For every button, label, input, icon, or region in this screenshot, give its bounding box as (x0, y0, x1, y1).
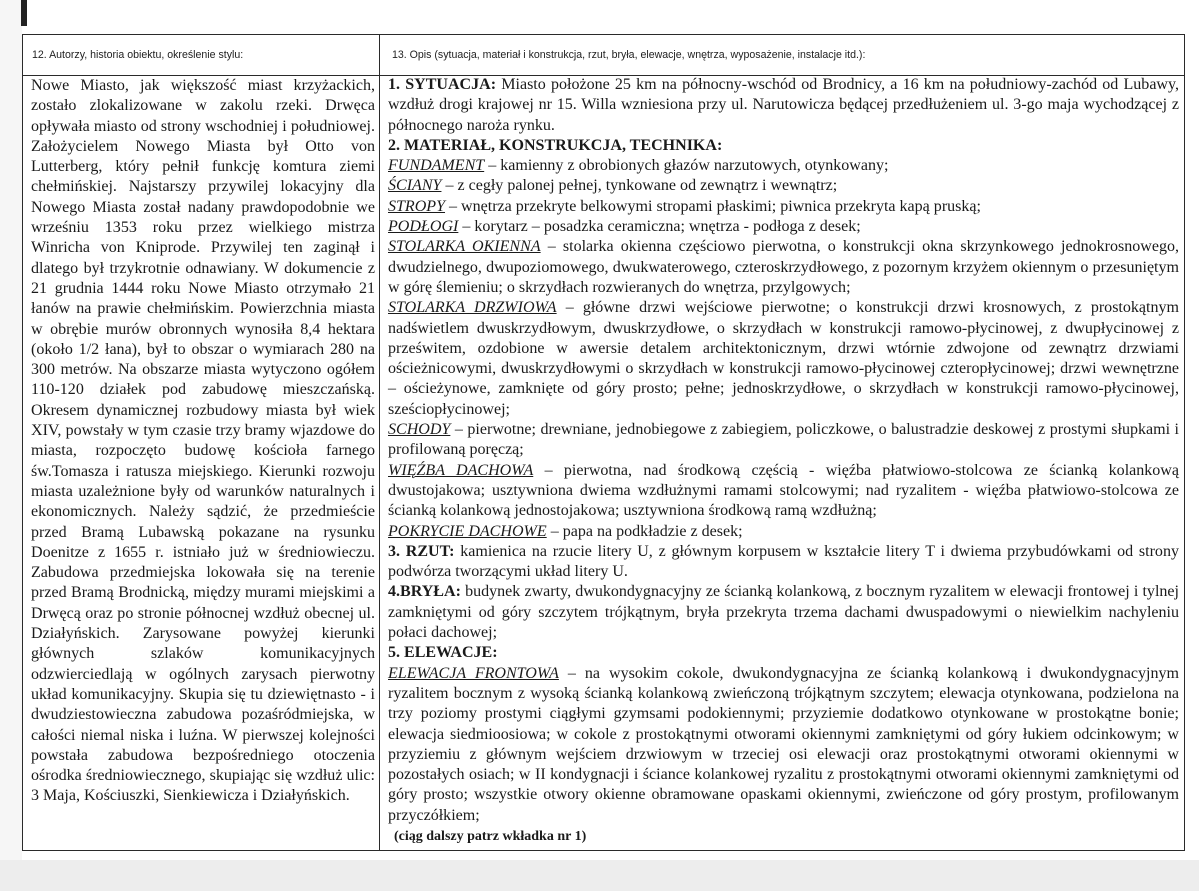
item-sciany (388, 176, 1179, 196)
item-term: SCHODY (388, 421, 451, 439)
section-heading: 2. MATERIAŁ, KONSTRUKCJA, TECHNIKA: (388, 136, 723, 154)
item-term: STOLARKA DRZWIOWA (388, 299, 557, 317)
item-fundament (388, 156, 1179, 176)
item-term: ELEWACJA FRONTOWA (388, 664, 559, 682)
section-situation (388, 75, 1179, 136)
form-table (22, 34, 1185, 851)
item-text: – korytarz – posadzka ceramiczna; wnętrza - podłoga z desek; (458, 218, 861, 236)
section-heading: 4.BRYŁA: (388, 583, 461, 601)
item-text: – kamienny z obrobionych głazów narzutowych, otynkowany; (484, 157, 889, 175)
item-elewacja-frontowa (388, 664, 1179, 826)
field-13-header: 13. Opis (sytuacja, materiał i konstrukcja, rzut, bryła, elewacje, wnętrza, wyposażenie, instalacje itd.): (392, 49, 866, 61)
scan-bottom-shade (0, 860, 1199, 891)
section-heading: 5. ELEWACJE: (388, 644, 498, 662)
section-plan (388, 542, 1179, 583)
item-term: WIĘŹBA DACHOWA (388, 461, 534, 479)
item-schody (388, 420, 1179, 461)
item-text: – główne drzwi wejściowe pierwotne; o konstrukcji drzwi krosnowych, z prostokątnym nadświetlem dwuskrzydłowym, dwuskrzydłowe, o skrzydłach w konstrukcji ramowo-płycinowej, z dwupłycinowej z prześwitem, ozdobione w awersie detalem architektonicznym, drzwi wtórnie zdwojone od zewnątrz drzwiami ościeżnicowymi, dwuskrzydłowymi o skrzydłach w konstrukcji ramowo-płycinowej czteropłycinowej; drzwi wewnętrzne – ościeżynowe, zamknięte od góry prosto; pełne; jednoskrzydłowe, o skrzydłach w konstrukcji ramowo-płycinowej, sześciopłycinowej; (388, 299, 1179, 418)
item-text: – wnętrza przekryte belkowymi stropami płaskimi; piwnica przekryta kapą pruską; (445, 197, 981, 215)
item-term: ŚCIANY (388, 177, 442, 195)
section-text: Miasto położone 25 km na północny-wschód od Brodnicy, a 16 km na południowy-zachód od Lubawy, wzdłuż drogi krajowej nr 15. Willa wzniesiona przy ul. Narutowicza będącej przedłużeniem ul. 3-go maja wychodzącej z północnego naroża rynku. (388, 76, 1179, 134)
item-term: STOLARKA OKIENNA (388, 238, 541, 256)
item-pokrycie (388, 522, 1179, 542)
item-term: PODŁOGI (388, 218, 459, 236)
item-wiezba (388, 461, 1179, 522)
item-text: – stolarka okienna częściowo pierwotna, o konstrukcji okna skrzynkowego jednokrosnowego, dwudzielnego, dwupoziomowego, dwukwaterowego, czteroskrzydłowego, z pozornym krzyżem okiennym o przesuniętym w górę ślemieniu; o skrzydłach rozwieranych do wnętrza, przylgowych; (388, 238, 1179, 296)
item-text: – pierwotne; drewniane, jednobiegowe z zabiegiem, policzkowe, o balustradzie deskowej z prostymi słupkami i profilowaną poręczą; (388, 421, 1179, 459)
item-stolarka-drzwiowa (388, 298, 1179, 420)
history-text: Nowe Miasto, jak większość miast krzyżackich, zostało zlokalizowane w zakolu rzeki. Drwęca opływała miasto od strony wschodniej i południowej. Założycielem Nowego Miasta był Otto von Lutterberg, który pełnił funkcję komtura ziemi chełmińskiej. Najstarszy przywilej lokacyjny dla Nowego Miasta został nadany prawdopodobnie we wrześniu 1353 roku przez wielkiego mistrza Winricha von Kniprode. Przywilej ten zaginął i dlatego był trzykrotnie odnawiany. W dokumencie z 21 grudnia 1444 roku Nowe Miasto otrzymało 21 łanów na prawie chełmińskim. Powierzchnia miasta w obrębie murów obronnych wynosiła 8,4 hektara (około 1/2 łana), był to obszar o wymiarach 280 na 300 metrów. Na obszarze miasta wytyczono ogółem 110-120 działek pod zabudowę mieszczańską. Okresem dynamicznej rozbudowy miasta był wiek XIV, powstały w tym czasie trzy bramy wjazdowe do miasta, rozpoczęto budowę kościoła farnego św.Tomasza i ratusza miejskiego. Kierunki rozwoju miasta uzależnione były od warunków naturalnych i ekonomicznych. Należy sądzić, że przedmieście przed Bramą Lubawską pokazane na rysunku Doenitze z 1655 r. istniało już w średniowieczu. Zabudowa przedmiejska lokowała się na terenie przed Bramą Brodnicką, między murami miejskimi a Drwęcą oraz po stronie północnej wzdłuż obecnej ul. Działyńskich. Zarysowane powyżej kierunki głównych szlaków komunikacyjnych odzwierciedlają w ogólnych zarysach pierwotny układ komunikacyjny. Skupia się tu dziewiętnasto - i dwudziestowieczna zabudowa pozaśródmiejska, w całości niemal niska i luźna. W pierwszej kolejności powstała zabudowa bezpośredniego otoczenia ośrodka średniowiecznego, skupiając się wzdłuż ulic: 3 Maja, Kościuszki, Sienkiewicza i Działyńskich. (31, 77, 375, 805)
scan-edge-mark (21, 0, 27, 26)
item-term: POKRYCIE DACHOWE (388, 522, 547, 540)
item-text: – na wysokim cokole, dwukondygnacyjna ze ścianką kolankową i dwukondygnacyjnym ryzalitem bocznym z wysoką ścianką kolankową zwieńczoną trójkątnym szczytem; elewacja otynkowana, podzielona na trzy poziomy prostymi ciągłymi gzymsami podokiennymi; przyziemie dodatkowo otynkowane w prostokątne bonie; elewacja siedmioosiowa; w cokole z prostokątnymi otworami okiennymi zamkniętymi od góry łukiem odcinkowym; w przyziemiu z głównym wejściem drzwiowym w trzeciej osi elewacji oraz prostokątnymi otworami okiennymi w pozostałych osiach; w II kondygnacji i ściance kolankowej ryzalitu z prostokątnymi otworami okiennymi zamkniętymi od góry prosto; wszystkie otwory okienne obramowane opaskami okiennymi, zwieńczone od góry prostym, profilowanym przyczółkiem; (388, 664, 1179, 824)
item-text: – z cegły palonej pełnej, tynkowane od zewnątrz i wewnątrz; (441, 177, 838, 195)
field-12-header: 12. Autorzy, historia obiektu, określenie stylu: (32, 49, 244, 61)
section-heading: 1. SYTUACJA: (388, 76, 497, 93)
scan-edge-shade (0, 0, 22, 860)
item-text: – papa na podkładzie z desek; (546, 522, 743, 540)
section-text: budynek zwarty, dwukondygnacyjny ze ścianką kolankową, z bocznym ryzalitem w elewacji frontowej i tylnej zamkniętymi od góry szczytem trójkątnym, bryła przekryta trzema dachami dwuspadowymi o niewielkim nachyleniu połaci dachowej; (388, 583, 1179, 642)
item-term: FUNDAMENT (388, 157, 485, 175)
section-heading: 3. RZUT: (388, 542, 455, 560)
item-stropy (388, 197, 1179, 217)
section-text: kamienica na rzucie litery U, z głównym korpusem w kształcie litery T i dwiema przybudówkami od strony podwórza tworzącymi układ litery U. (388, 542, 1179, 581)
item-stolarka-okienna (388, 237, 1179, 298)
description-column (388, 75, 1179, 847)
item-term: STROPY (388, 197, 446, 215)
continuation-text: (ciąg dalszy patrz wkładka nr 1) (394, 828, 587, 844)
item-podlogi (388, 217, 1179, 237)
item-text: – pierwotna, nad środkową częścią - więźba płatwiowo-stolcowa ze ścianką kolankową dwustojakowa; usztywniona dwiema wzdłużnymi ramami stolcowymi; nad ryzalitem - więźba płatwiowo-stolcowa ze ścianką kolankową jednostojakowa; usztywniona środkową ramą wzdłużną; (388, 461, 1179, 520)
section-massing (388, 582, 1179, 643)
continuation-note (388, 826, 1179, 847)
column-divider (379, 35, 380, 850)
